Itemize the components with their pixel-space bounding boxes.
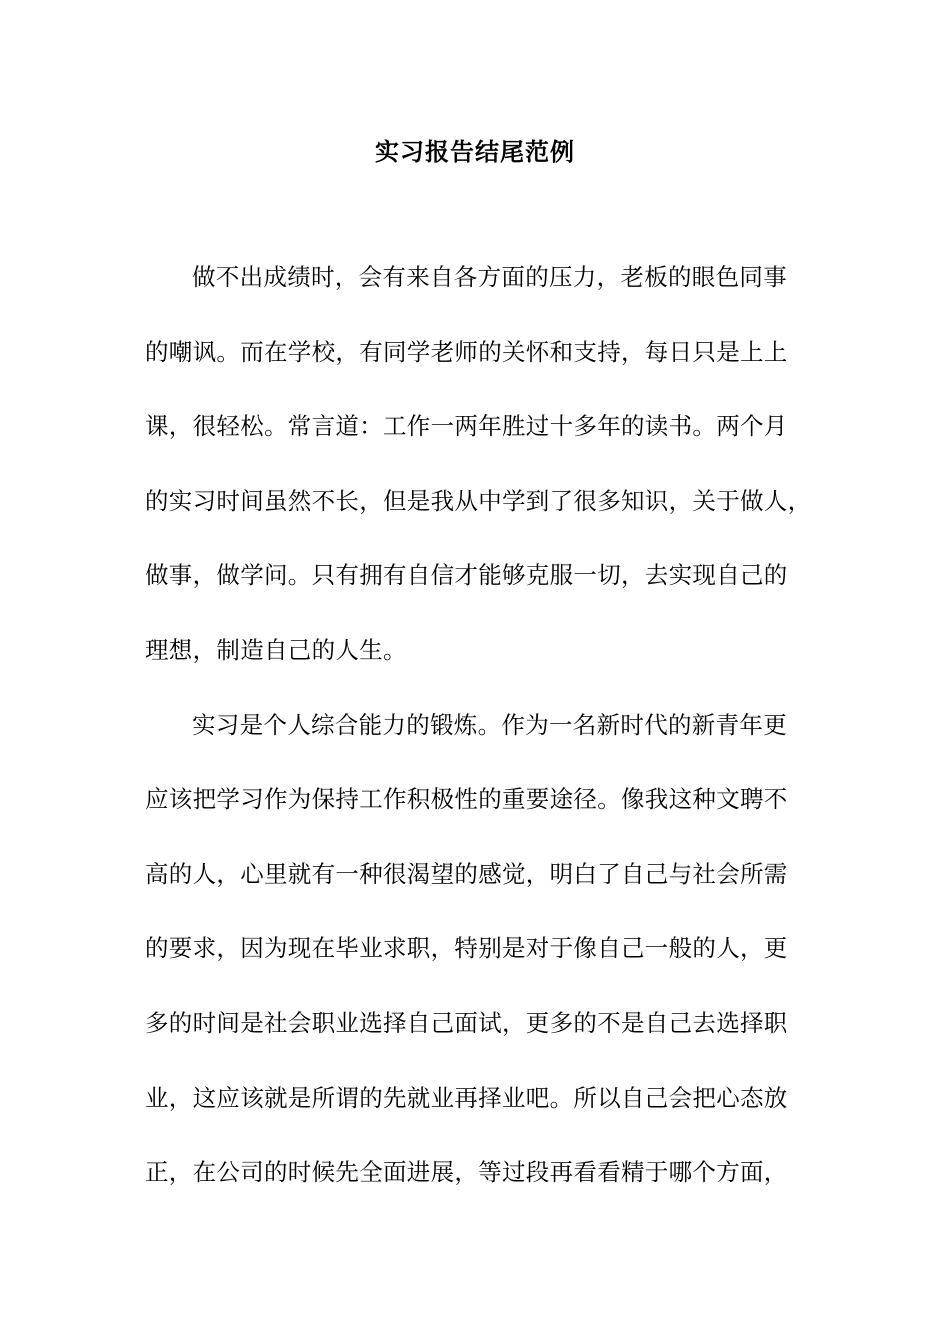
paragraph-2-line-4: 的要求，因为现在毕业求职，特别是对于像自己一般的人，更 [145,934,788,963]
paragraph-2-line-1: 实习是个人综合能力的锻炼。作为一名新时代的新青年更 [192,710,787,739]
paragraph-2-line-6: 业，这应该就是所谓的先就业再择业吧。所以自己会把心态放 [145,1083,788,1112]
document-body [145,252,825,1222]
paragraph-2-line-3: 高的人，心里就有一种很渴望的感觉，明白了自己与社会所需 [145,859,788,888]
paragraph-1-line-6: 理想，制造自己的人生。 [145,635,407,664]
paragraph-2-line-5: 多的时间是社会职业选择自己面试，更多的不是自己去选择职 [145,1008,788,1037]
paragraph-2-line-2: 应该把学习作为保持工作积极性的重要途径。像我这种文聘不 [145,785,788,814]
paragraph-1-line-5: 做事，做学问。只有拥有自信才能够克服一切，去实现自己的 [145,561,788,590]
paragraph-1-line-1: 做不出成绩时，会有来自各方面的压力，老板的眼色同事 [192,263,787,291]
paragraph-1-line-4: 的实习时间虽然不长，但是我从中学到了很多知识，关于做人， [145,486,812,515]
paragraph-1-line-2: 的嘲讽。而在学校，有同学老师的关怀和支持，每日只是上上 [145,337,788,366]
paragraph-1-line-3: 课，很轻松。常言道：工作一两年胜过十多年的读书。两个月 [145,412,788,441]
document-title: 实习报告结尾范例 [375,137,575,166]
paragraph-2-line-7: 正，在公司的时候先全面进展，等过段再看看精于哪个方面， [145,1158,788,1187]
